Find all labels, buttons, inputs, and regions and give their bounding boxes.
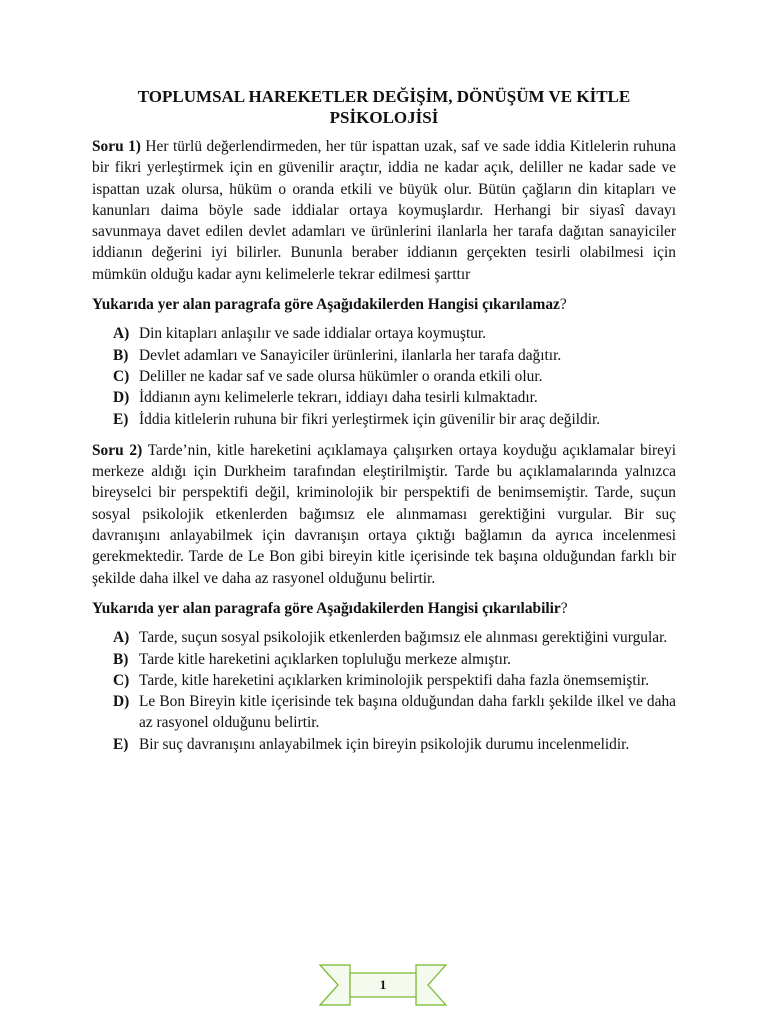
question-1-option-d — [113, 387, 676, 408]
question-2-prompt-text: Yukarıda yer alan paragrafa göre Aşağıdakilerden Hangisi çıkarılabilir — [92, 599, 561, 617]
option-letter: C) — [113, 671, 130, 689]
option-letter: B) — [113, 650, 129, 668]
option-letter: E) — [113, 410, 129, 428]
question-1-paragraph — [92, 136, 676, 285]
question-2-option-c — [113, 670, 676, 691]
question-1-prompt — [92, 294, 676, 315]
option-text: Deliller ne kadar saf ve sade olursa hükümler o oranda etkili olur. — [139, 367, 543, 385]
option-letter: B) — [113, 346, 129, 364]
question-2-prompt-mark: ? — [560, 599, 568, 617]
question-1-option-c — [113, 366, 676, 387]
option-letter: D) — [113, 693, 130, 711]
option-text: Tarde kitle hareketini açıklarken topluluğu merkeze almıştır. — [139, 650, 512, 668]
option-text: Din kitapları anlaşılır ve sade iddialar ortaya koymuştur. — [139, 325, 487, 343]
option-text: İddia kitlelerin ruhuna bir fikri yerleştirmek için güvenilir bir araç değildir. — [139, 410, 601, 428]
question-2-label: Soru 2) — [92, 441, 143, 459]
question-2-option-a — [113, 627, 676, 648]
option-text: Le Bon Bireyin kitle içerisinde tek başına olduğundan daha farklı şekilde ilkel ve daha az rasyonel olduğunu belirtir. — [139, 693, 676, 732]
question-1-text: Her türlü değerlendirmeden, her tür ispattan uzak, saf ve sade iddia Kitlelerin ruhuna bir fikri yerleştirmek için en güvenilir araçtır, iddia ne kadar açık, deliller ne kadar sade ve ispattan uzak olursa, hüküm o oranda etkili ve büyük olur. Bütün çağların din kitapları ve kanunları daima böyle sade iddialar ortaya koymuşlardır. Herhangi bir siyasî davayı savunmaya davet edilen devlet adamları ve ürünlerini ilanlarla her tarafa dağıtan sanayiciler iddianın değerini iyi bilirler. Bununla beraber iddianın gerçekten tesirli olabilmesi için mümkün olduğu kadar aynı kelimelerle tekrar edilmesi şarttır — [92, 138, 676, 283]
option-letter: C) — [113, 367, 130, 385]
option-text: Tarde, suçun sosyal psikolojik etkenlerden bağımsız ele alınması gerektiğini vurgular. — [139, 629, 668, 647]
option-letter: D) — [113, 389, 130, 407]
option-text: İddianın aynı kelimelerle tekrarı, iddiayı daha tesirli kılmaktadır. — [139, 389, 538, 407]
option-letter: A) — [113, 629, 130, 647]
option-letter: E) — [113, 735, 129, 753]
page-number: 1 — [379, 977, 387, 992]
question-1-options — [92, 323, 676, 429]
question-1-prompt-mark: ? — [559, 296, 567, 314]
document-title: TOPLUMSAL HAREKETLER DEĞİŞİM, DÖNÜŞÜM VE KİTLE PSİKOLOJİSİ — [137, 87, 631, 127]
option-letter: A) — [113, 325, 130, 343]
page-number-ribbon — [318, 964, 448, 1006]
question-2-paragraph — [92, 440, 676, 589]
question-2-text: Tarde’nin, kitle hareketini açıklamaya çalışırken ortaya koyduğu açıklamalar bireyi merkeze aldığı için Durkheim tarafından eleştirilmiştir. Tarde bu açıklamalarında yalnızca bireyselci bir perspektifi değil, kriminolojik bir perspektifi de benimsemiştir. Tarde, suçun sosyal psikolojik etkenlerden bağımsız ele alınmaması gerektiğini vurgular. Bir suç davranışını anlayabilmek için davranışın ortaya çıktığı bağlamın da ayrıca incelenmesi gerekmektedir. Tarde de Le Bon gibi bireyin kitle içerisinde tek başına olduğundan farklı bir şekilde daha ilkel ve daha az rasyonel olduğunu belirtir. — [92, 441, 676, 587]
question-1-label: Soru 1) — [92, 138, 141, 155]
document-content — [92, 136, 676, 765]
question-2-options — [92, 627, 676, 755]
question-1-option-b — [113, 345, 676, 366]
question-2-option-e — [113, 734, 676, 755]
question-2-prompt — [92, 598, 676, 619]
option-text: Devlet adamları ve Sanayiciler ürünlerini, ilanlarla her tarafa dağıtır. — [139, 346, 562, 364]
question-1-option-e — [113, 409, 676, 430]
question-2-option-b — [113, 649, 676, 670]
question-2-option-d — [113, 691, 676, 734]
option-text: Bir suç davranışını anlayabilmek için bireyin psikolojik durumu incelenmelidir. — [139, 735, 630, 753]
question-1-option-a — [113, 323, 676, 344]
question-1-prompt-text: Yukarıda yer alan paragrafa göre Aşağıdakilerden Hangisi çıkarılamaz — [92, 296, 560, 314]
option-text: Tarde, kitle hareketini açıklarken kriminolojik perspektifi daha fazla önemsemiştir. — [139, 671, 650, 689]
